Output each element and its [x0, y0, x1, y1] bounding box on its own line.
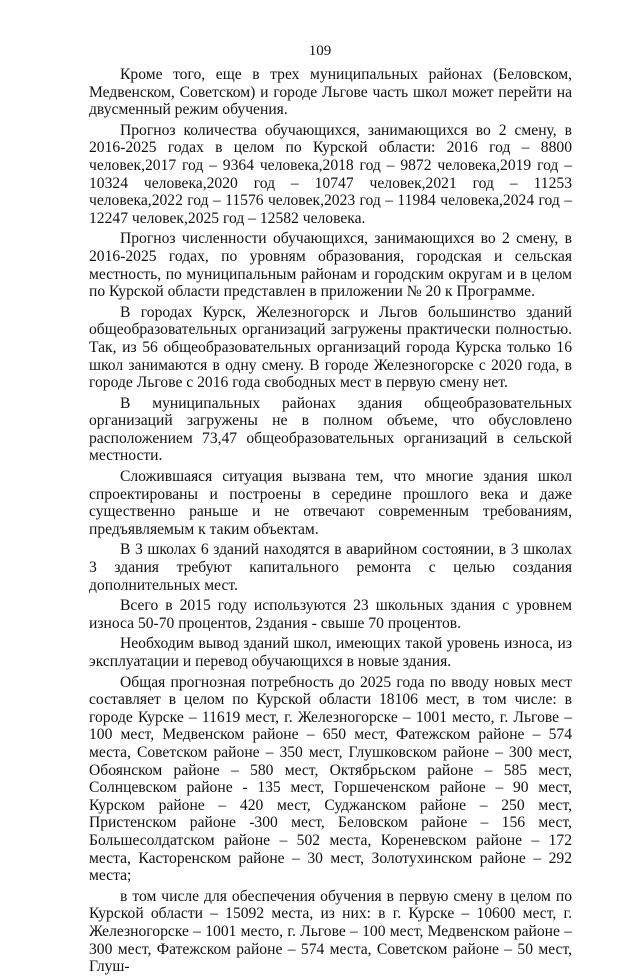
paragraph: в том числе для обеспечения обучения в первую смену в целом по Курской области – 15092 места, из них: в г. Курске – 10600 мест, г. Железногорске – 1001 место, г. Льгове – 100 мест, Медвенском районе – 300 мест, Фатежском районе – 574 места, Советском районе – 50 мест, Глуш- [89, 887, 572, 976]
paragraph: В 3 школах 6 зданий находятся в аварийном состоянии, в 3 школах 3 здания требуют капитального ремонта с целью создания дополнительных мест. [89, 541, 572, 594]
document-body [89, 66, 572, 979]
paragraph: Прогноз численности обучающихся, занимающихся во 2 смену, в 2016-2025 годах, по уровням образования, городская и сельская местность, по муниципальным районам и городским округам и в целом по Курской области представлен в приложении № 20 к Программе. [89, 230, 572, 301]
paragraph: В муниципальных районах здания общеобразовательных организаций загружены не в полном объеме, что обусловлено расположением 73,47 общеобразовательных организаций в сельской местности. [89, 394, 572, 465]
paragraph: Всего в 2015 году используются 23 школьных здания с уровнем износа 50-70 процентов, 2здания - свыше 70 процентов. [89, 597, 572, 632]
page-number: 109 [308, 43, 332, 59]
paragraph: Сложившаяся ситуация вызвана тем, что многие здания школ спроектированы и построены в середине прошлого века и даже существенно раньше и не отвечают современным требованиям, предъявляемым к таким объектам. [89, 468, 572, 538]
paragraph: Кроме того, еще в трех муниципальных районах (Беловском, Медвенском, Советском) и городе Льгове часть школ может перейти на двусменный режим обучения. [89, 66, 572, 119]
paragraph: Необходим вывод зданий школ, имеющих такой уровень износа, из эксплуатации и перевод обучающихся в новые здания. [89, 635, 572, 670]
paragraph: Общая прогнозная потребность до 2025 года по вводу новых мест составляет в целом по Курской области 18106 мест, в том числе: в городе Курске – 11619 мест, г. Железногорске – 1001 место, г. Льгове – 100 мест, Медвенском районе – 650 мест, Фатежском районе – 574 места, Советском районе – 350 мест, Глушковском районе – 300 мест, Обоянском районе – 580 мест, Октябрьском районе – 585 мест, Солнцевском районе - 135 мест, Горшеченском районе – 90 мест, Курском районе – 420 мест, Суджанском районе – 250 мест, Пристенском районе -300 мест, Беловском районе – 156 мест, Большесолдатском районе – 502 места, Кореневском районе – 172 места, Касторенском районе – 30 мест, Золотухинском районе – 292 места; [89, 673, 572, 885]
paragraph: Прогноз количества обучающихся, занимающихся во 2 смену, в 2016-2025 годах в целом по Курской области: 2016 год – 8800 человек,2017 год – 9364 человека,2018 год – 9872 человека,2019 год – 10324 человека,2020 год – 10747 человек,2021 год – 11253 человека,2022 год – 11576 человек,2023 год – 11984 человека,2024 год – 12247 человек,2025 год – 12582 человека. [89, 121, 572, 227]
paragraph: В городах Курск, Железногорск и Льгов большинство зданий общеобразовательных организаций загружены практически полностью. Так, из 56 общеобразовательных организаций города Курска только 16 школ занимаются в одну смену. В городе Железногорске с 2020 года, в городе Льгове с 2016 года свободных мест в первую смену нет. [89, 303, 572, 392]
